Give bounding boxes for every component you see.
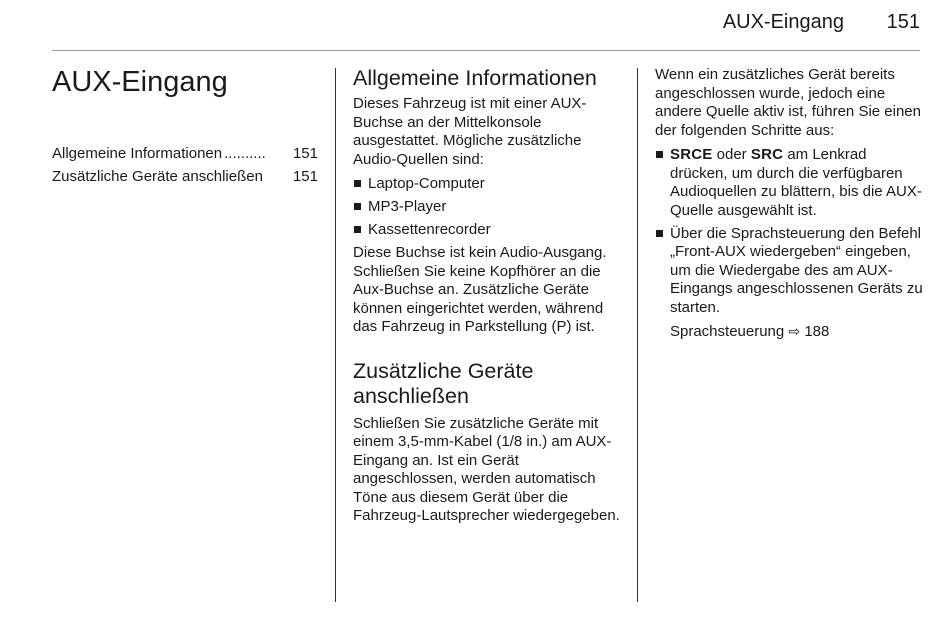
list-item [353, 175, 625, 194]
toc-entry-label: Zusätzliche Geräte anschließen [52, 168, 263, 185]
srce-button-label: SRCE [670, 146, 713, 163]
column-divider-right [637, 68, 638, 602]
list-item [353, 198, 625, 217]
list-item [655, 225, 925, 318]
step-text: Über die Sprachsteuerung den Befehl „Front-AUX wiedergeben“ eingeben, um die Wiedergabe des am AUX-Eingangs angeschlossenen Geräts zu starten. [670, 224, 923, 316]
bullet-square-icon [354, 203, 361, 210]
column-intro-paragraph: Wenn ein zusätzliches Gerät bereits angeschlossen wurde, jedoch eine andere Quelle aktiv ist, führen Sie einen der folgenden Schritte aus: [655, 66, 921, 139]
list-item-text: Kassettenrecorder [368, 221, 491, 238]
running-header-title: AUX-Eingang [722, 11, 844, 33]
section-intro-paragraph: Dieses Fahrzeug ist mit einer AUX-Buchse an der Mittelkonsole ausgestattet. Mögliche zusätzliche Audio-Quellen sind: [353, 95, 587, 168]
page-number: 151 [886, 11, 920, 33]
section-heading-allgemeine-informationen: Allgemeine Informationen [353, 66, 597, 90]
list-item-text: MP3-Player [368, 198, 447, 215]
connector-text: oder [716, 146, 747, 163]
toc-entry-page: 151 [292, 168, 318, 185]
header-rule [52, 50, 920, 51]
bullet-square-icon [656, 230, 663, 237]
column-divider-left [335, 68, 336, 602]
bullet-square-icon [354, 180, 361, 187]
toc-entry-allgemeine-informationen[interactable] [52, 142, 318, 165]
src-button-label: SRC [750, 146, 784, 163]
list-item [353, 221, 625, 240]
list-item-text: Laptop-Computer [368, 175, 485, 192]
bullet-square-icon [354, 226, 361, 233]
audio-sources-list [353, 175, 625, 240]
middle-column [353, 66, 625, 526]
table-of-contents [52, 142, 318, 188]
steps-list [655, 146, 925, 317]
bullet-square-icon [656, 151, 663, 158]
chapter-title: AUX-Eingang [52, 66, 228, 98]
xref-page: 188 [804, 322, 830, 340]
step-text: am Lenkrad drücken, um durch die verfügbaren Audioquellen zu blättern, bis die AUX-Quelle ausgewählt ist. [670, 146, 922, 219]
toc-leader-dots: .......... [224, 145, 266, 162]
right-column [655, 66, 925, 341]
toc-entry-zusaetzliche-geraete[interactable] [52, 165, 318, 188]
section-heading-zusaetzliche-geraete: Zusätzliche Geräte anschließen [353, 358, 534, 408]
xref-arrow-icon: ⇨ [788, 322, 801, 339]
xref-label: Sprachsteuerung [670, 322, 785, 340]
toc-entry-page: 151 [292, 145, 318, 162]
section-note-paragraph: Diese Buchse ist kein Audio-Ausgang. Schließen Sie keine Kopfhörer an die Aux-Buchse an. Zusätzliche Geräte können eingerichtet werden, während das Fahrzeug in Parkstellung (P) ist. [353, 244, 607, 335]
list-item [655, 146, 925, 220]
section-body-paragraph: Schließen Sie zusätzliche Geräte mit einem 3,5-mm-Kabel (1/8 in.) am AUX-Eingang an. Ist ein Gerät angeschlossen, werden automatisch Töne aus diesem Gerät über die Fahrzeug-Lautsprecher wiedergegeben. [353, 414, 620, 524]
cross-reference[interactable] [655, 322, 925, 342]
toc-entry-label: Allgemeine Informationen [52, 145, 223, 162]
